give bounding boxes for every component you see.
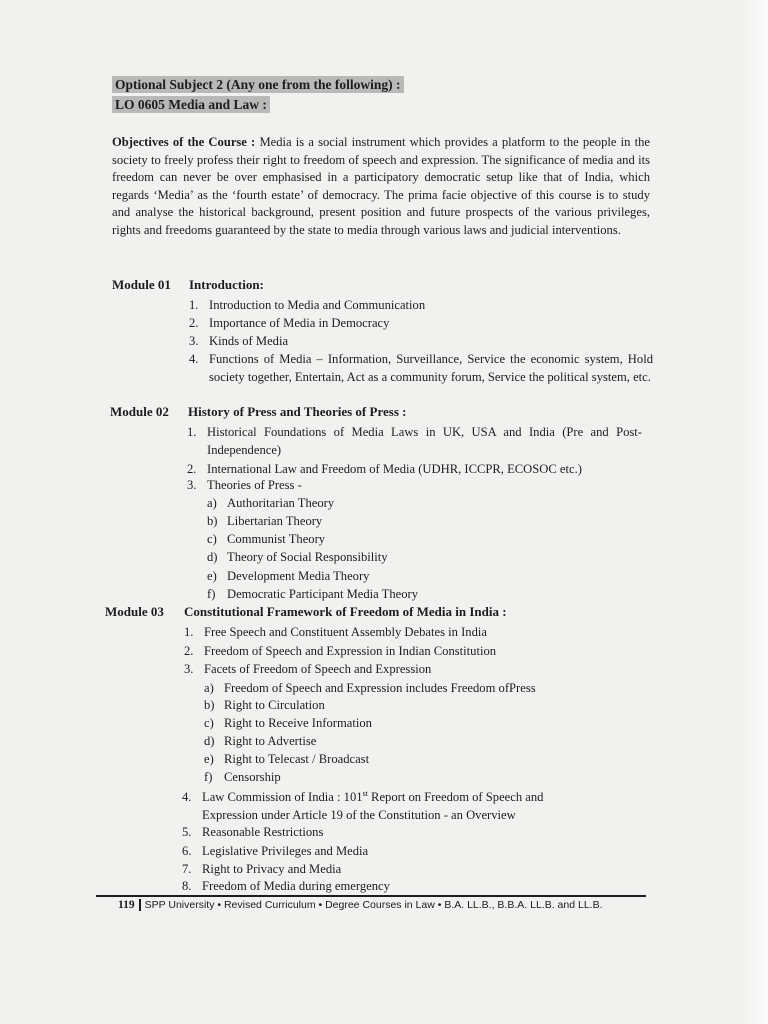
sub-item: a) Freedom of Speech and Expression includes Freedom ofPress [204,681,536,695]
list-item: 8. Freedom of Media during emergency [182,879,390,893]
module-01-label: Module 01 [112,277,171,292]
list-item: 3. Theories of Press - [187,478,302,492]
list-item: 3. Facets of Freedom of Speech and Expression [184,662,432,676]
list-item: 2. Freedom of Speech and Expression in Indian Constitution [184,644,497,658]
sub-item: a) Authoritarian Theory [207,496,335,510]
page-footer [118,899,648,911]
module-03-title: Constitutional Framework of Freedom of Media in India : [184,604,507,619]
list-item: 7. Right to Privacy and Media [182,862,342,876]
sub-item: c) Communist Theory [207,532,326,546]
scan-edge [742,0,768,1024]
objectives-paragraph [112,134,650,239]
module-03-label: Module 03 [105,604,164,619]
sub-item: b) Right to Circulation [204,698,325,712]
list-item: 1. Introduction to Media and Communication [189,298,426,312]
list-item: 4. Functions of Media – Information, Surveillance, Service the economic system, Hold society together, Entertain, Act as a community forum, Service the political system, etc. [189,352,653,384]
list-item: 1. Historical Foundations of Media Laws in UK, USA and India (Pre and Post-Independence) [187,425,642,457]
optional-subject-heading: Optional Subject 2 (Any one from the following) : [112,76,404,93]
module-02-title: History of Press and Theories of Press : [188,404,407,419]
sub-item: e) Development Media Theory [207,569,370,583]
sub-item: d) Theory of Social Responsibility [207,550,388,564]
list-item: 5. Reasonable Restrictions [182,825,324,839]
list-item: 6. Legislative Privileges and Media [182,844,369,858]
list-item: 2. International Law and Freedom of Media (UDHR, ICCPR, ECOSOC etc.) [187,462,582,476]
sub-item: d) Right to Advertise [204,734,317,748]
list-item: 4. Law Commission of India : 101st Report on Freedom of Speech and Expression under Article 19 of the Constitution - an Overview [182,788,544,822]
sub-item: b) Libertarian Theory [207,514,323,528]
objectives-label: Objectives of the Course : [112,135,256,149]
sub-item: f) Censorship [204,770,281,784]
sub-item: e) Right to Telecast / Broadcast [204,752,370,766]
footer-text: SPP University • Revised Curriculum • Degree Courses in Law • B.A. LL.B., B.B.A. LL.B. and LL.B. [144,899,603,911]
module-02-label: Module 02 [110,404,169,419]
course-code-heading: LO 0605 Media and Law : [112,96,270,113]
footer-rule [96,895,646,897]
sub-item: c) Right to Receive Information [204,716,372,730]
list-item: 1. Free Speech and Constituent Assembly Debates in India [184,625,487,639]
page-number: 119 [118,899,141,911]
sub-item: f) Democratic Participant Media Theory [207,587,419,601]
list-item: 3. Kinds of Media [189,334,289,348]
list-item: 2. Importance of Media in Democracy [189,316,390,330]
objectives-text: Media is a social instrument which provides a platform to the people in the society to freely profess their right to freedom of speech and expression. The significance of media and its freedom can never be over emphasised in a participatory democratic setup like that of India, which regards ‘Media’ as the ‘fourth estate’ of democracy. The prima facie objective of this course is to study and analyse the historical background, present position and future prospects of the various privileges, rights and freedoms guaranteed by the state to media through various laws and judicial interventions. [112,135,650,237]
module-01-title: Introduction: [189,277,264,292]
